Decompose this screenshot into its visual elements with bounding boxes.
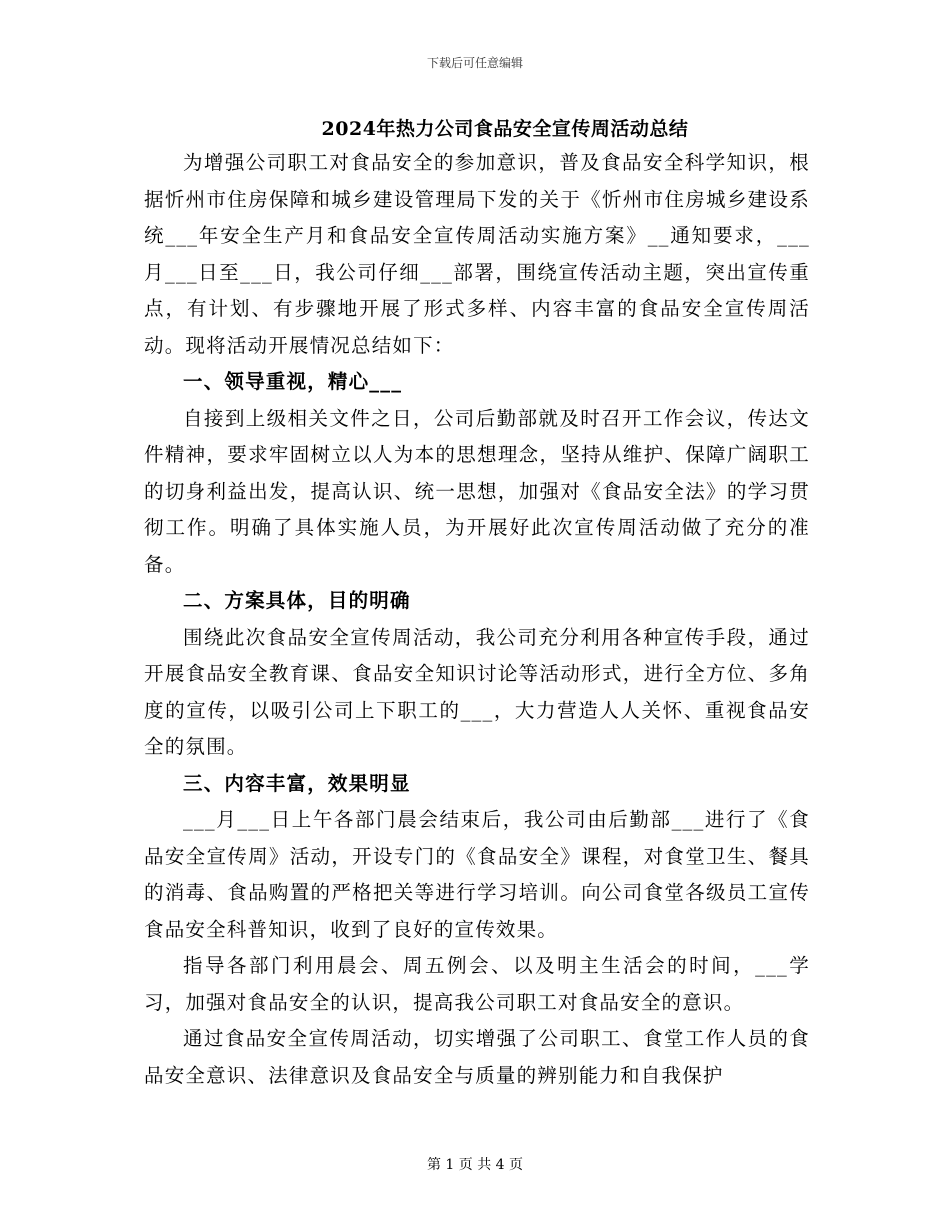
intro-paragraph: 为增强公司职工对食品安全的参加意识，普及食品安全科学知识，根据忻州市住房保障和城乡建设管理局下发的关于《忻州市住房城乡建设系统___年安全生产月和食品安全宣传周活动实施方案》__通知要求，___月___日至___日，我公司仔细___部署，围绕宣传活动主题，突出宣传重点，有计划、有步骤地开展了形式多样、内容丰富的食品安全宣传周活动。现将活动开展情况总结如下：	[144, 151, 810, 357]
section-2-paragraph: 围绕此次食品安全宣传周活动，我公司充分利用各种宣传手段，通过开展食品安全教育课、食品安全知识讨论等活动形式，进行全方位、多角度的宣传，以吸引公司上下职工的___，大力营造人人关怀、重视食品安全的氛围。	[144, 625, 810, 758]
header-note: 下载后可任意编辑	[426, 56, 523, 70]
section-3-paragraph-1: ___月___日上午各部门晨会结束后，我公司由后勤部___进行了《食品安全宣传周》活动，开设专门的《食品安全》课程，对食堂卫生、餐具的消毒、食品购置的严格把关等进行学习培训。向公司食堂各级员工宣传食品安全科普知识，收到了良好的宣传效果。	[144, 808, 810, 941]
section-3-paragraph-2: 指导各部门利用晨会、周五例会、以及明主生活会的时间，___学习，加强对食品安全的认识，提高我公司职工对食品安全的意识。	[144, 954, 810, 1014]
section-heading-3: 三、内容丰富，效果明显	[183, 771, 411, 795]
document-body	[144, 145, 810, 1094]
document-title: 2024年热力公司食品安全宣传周活动总结	[321, 118, 689, 140]
section-1-paragraph: 自接到上级相关文件之日，公司后勤部就及时召开工作会议，传达文件精神，要求牢固树立以人为本的思想理念，坚持从维护、保障广阔职工的切身利益出发，提高认识、统一思想，加强对《食品安全法》的学习贯彻工作。明确了具体实施人员，为开展好此次宣传周活动做了充分的准备。	[144, 406, 810, 576]
section-heading-2: 二、方案具体，目的明确	[183, 589, 411, 612]
page-number: 第 1 页 共 4 页	[426, 1157, 524, 1173]
section-heading-1: 一、领导重视，精心___	[183, 370, 403, 393]
section-3-paragraph-3: 通过食品安全宣传周活动，切实增强了公司职工、食堂工作人员的食品安全意识、法律意识及食品安全与质量的辨别能力和自我保护	[144, 1027, 810, 1087]
